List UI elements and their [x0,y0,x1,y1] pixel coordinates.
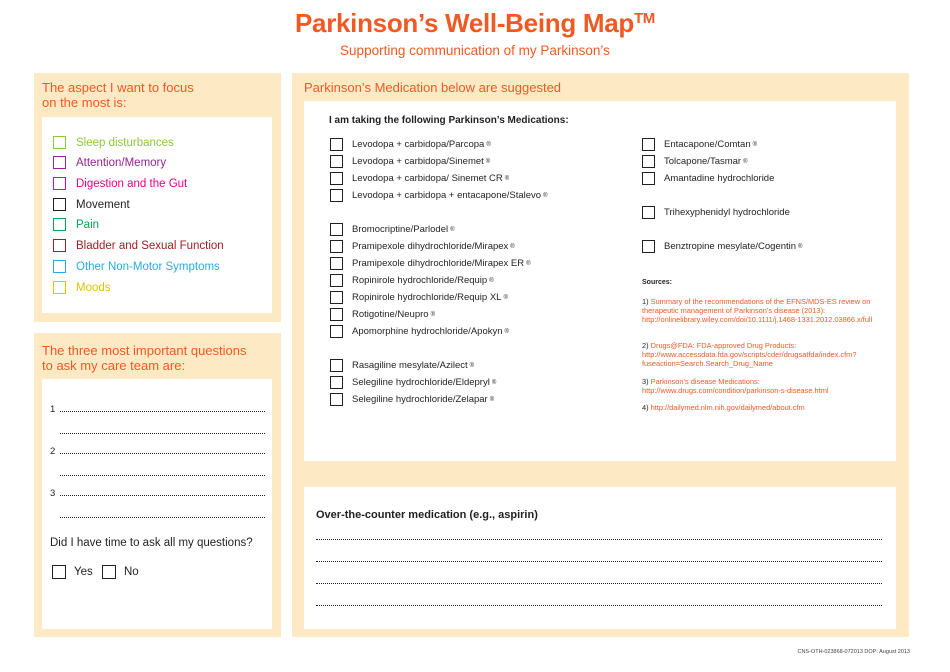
focus-option[interactable] [53,156,166,169]
question-number-2: 2 [50,446,56,457]
question-number-1: 1 [50,404,56,415]
focus-option[interactable] [53,239,224,252]
registered-mark: ® [485,158,491,165]
focus-checkbox[interactable] [53,239,66,252]
medication-label: Entacapone/Comtan [664,139,751,150]
medication-checkbox[interactable] [330,393,343,406]
medication-option[interactable] [330,376,496,389]
medication-checkbox[interactable] [642,138,655,151]
registered-mark: ® [504,328,509,335]
no-checkbox[interactable] [102,565,116,579]
source-2-number: 2) [642,341,649,350]
focus-option-label: Attention/Memory [76,156,167,169]
medication-label: Ropinirole hydrochloride/Requip [352,275,488,286]
medication-option[interactable] [330,223,455,236]
medication-checkbox[interactable] [330,138,343,151]
medications-panel [292,73,909,637]
registered-mark: ® [489,277,494,284]
yes-option[interactable] [52,565,93,579]
medication-checkbox[interactable] [330,155,343,168]
registered-mark: ® [798,243,803,250]
page-subtitle: Supporting communication of my Parkinson’s [340,43,610,58]
focus-option-label: Bladder and Sexual Function [76,239,224,252]
medication-option[interactable] [330,359,474,372]
medication-option[interactable] [330,172,509,185]
focus-heading-line2: on the most is: [42,95,127,110]
medication-checkbox[interactable] [330,308,343,321]
registered-mark: ® [510,243,515,250]
medications-card [304,101,896,461]
medications-panel-heading: Parkinson’s Medication below are suggested [304,80,562,95]
medication-option[interactable] [330,393,494,406]
yes-label: Yes [74,566,93,578]
focus-option[interactable] [53,218,99,231]
yes-checkbox[interactable] [52,565,66,579]
question-3-line-a[interactable] [60,495,265,496]
focus-heading [42,80,194,110]
medication-option[interactable] [642,240,802,253]
focus-checkbox[interactable] [53,198,66,211]
source-3 [642,377,882,395]
focus-heading-line1: The aspect I want to focus [42,80,194,95]
source-4-number: 4) [642,403,649,412]
focus-option[interactable] [53,281,111,294]
medication-checkbox[interactable] [642,155,655,168]
medication-label: Ropinirole hydrochloride/Requip XL [352,292,502,303]
source-4 [642,403,882,412]
medication-label: Benztropine mesylate/Cogentin [664,241,797,252]
otc-line-1[interactable] [316,539,882,540]
otc-line-2[interactable] [316,561,882,562]
time-to-ask-question: Did I have time to ask all my questions? [50,537,253,549]
registered-mark: ® [503,294,508,301]
medication-option[interactable] [330,325,509,338]
medication-checkbox[interactable] [330,257,343,270]
page-title [0,8,950,39]
focus-checkbox[interactable] [53,136,66,149]
source-2 [642,341,882,369]
question-1-line-a[interactable] [60,411,265,412]
medication-option[interactable] [642,206,790,219]
medication-option[interactable] [330,257,531,270]
focus-option-label: Sleep disturbances [76,136,174,149]
focus-option-label: Movement [76,198,130,211]
medication-checkbox[interactable] [642,240,655,253]
questions-card [42,379,272,629]
focus-checkbox[interactable] [53,218,66,231]
medication-checkbox[interactable] [330,189,343,202]
medication-option[interactable] [330,138,491,151]
focus-option[interactable] [53,260,220,273]
medication-option[interactable] [330,155,490,168]
registered-mark: ® [526,260,531,267]
medication-option[interactable] [642,155,748,168]
source-1-link[interactable]: Summary of the recommendations of the EFNS/MDS-ES review on therapeutic management of Parkinson’s disease (2013): http://onlinelibrary.wiley.com/doi/10.1111/j.1468-1331.2012.03866.x/full [642,297,873,325]
medication-checkbox[interactable] [330,240,343,253]
medication-label: Bromocriptine/Parlodel [352,224,449,235]
medication-checkbox[interactable] [330,274,343,287]
trademark-mark: TM [633,10,655,27]
no-label: No [124,566,139,578]
otc-line-4[interactable] [316,605,882,606]
medication-label: Amantadine hydrochloride [664,173,775,184]
medication-label: Rotigotine/Neupro [352,309,429,320]
registered-mark: ® [469,362,475,369]
medication-label: Levodopa + carbidopa + entacapone/Stalevo [352,190,542,201]
questions-heading [42,343,247,373]
medication-checkbox[interactable] [330,223,343,236]
medication-option[interactable] [330,308,435,321]
medication-label: Pramipexole dihydrochloride/Mirapex ER [352,258,525,269]
focus-option-label: Moods [76,281,111,294]
medication-label: Apomorphine hydrochloride/Apokyn [352,326,503,337]
focus-checkbox[interactable] [53,156,66,169]
no-option[interactable] [102,565,139,579]
registered-mark: ® [743,158,748,165]
medication-checkbox[interactable] [330,359,343,372]
question-3-line-b[interactable] [60,517,265,518]
medication-label: Rasagiline mesylate/Azilect [352,360,468,371]
medication-label: Levodopa + carbidopa/Parcopa [352,139,485,150]
focus-options-card [42,117,272,313]
questions-heading-line1: The three most important questions [42,343,247,358]
medication-option[interactable] [642,172,774,185]
registered-mark: ® [486,141,491,148]
medication-label: Levodopa + carbidopa/ Sinemet CR [352,173,503,184]
focus-option[interactable] [53,136,174,149]
medications-list-heading: I am taking the following Parkinson’s Medications: [329,115,569,126]
source-3-number: 3) [642,377,649,386]
medication-option[interactable] [330,291,508,304]
medication-option[interactable] [330,189,548,202]
registered-mark: ® [489,396,495,403]
medication-label: Trihexyphenidyl hydrochloride [664,207,790,218]
medication-checkbox[interactable] [642,172,655,185]
medication-checkbox[interactable] [330,172,343,185]
questions-panel [34,333,281,637]
source-1 [642,297,882,325]
question-2-line-a[interactable] [60,453,265,454]
medication-option[interactable] [330,274,494,287]
otc-card [304,487,896,629]
registered-mark: ® [543,192,548,199]
focus-checkbox[interactable] [53,177,66,190]
medication-label: Selegiline hydrochloride/Zelapar [352,394,488,405]
focus-checkbox[interactable] [53,260,66,273]
otc-title: Over-the-counter medication (e.g., aspirin) [316,509,538,521]
focus-option[interactable] [53,177,187,190]
focus-option-label: Digestion and the Gut [76,177,188,190]
question-number-3: 3 [50,488,56,499]
source-3-link[interactable]: Parkinson’s disease Medications: http://www.drugs.com/condition/parkinson-s-disease.html [642,377,829,396]
medication-checkbox[interactable] [330,376,343,389]
medication-checkbox[interactable] [330,325,343,338]
focus-option-label: Other Non-Motor Symptoms [76,260,220,273]
medication-label: Pramipexole dihydrochloride/Mirapex [352,241,509,252]
medication-label: Selegiline hydrochloride/Eldepryl [352,377,490,388]
source-4-link[interactable]: http://dailymed.nlm.nih.gov/dailymed/about.cfm [650,403,805,412]
focus-panel [34,73,281,322]
question-2-line-b[interactable] [60,475,265,476]
registered-mark: ® [430,311,435,318]
document-code: CNS-OTH-023868-072013 DOP: August 2013 [797,649,910,655]
otc-line-3[interactable] [316,583,882,584]
registered-mark: ® [752,141,758,148]
questions-heading-line2: to ask my care team are: [42,358,186,373]
focus-option-label: Pain [76,218,100,231]
medication-checkbox[interactable] [642,206,655,219]
source-2-link[interactable]: Drugs@FDA: FDA-approved Drug Products: http://www.accessdata.fda.gov/scripts/cder/drugsatfda/index.cfm?fuseaction=Search.Search_Drug_Name [642,341,857,369]
medication-checkbox[interactable] [330,291,343,304]
medication-label: Levodopa + carbidopa/Sinemet [352,156,484,167]
medication-label: Tolcapone/Tasmar [664,156,742,167]
page-title-text: Parkinson’s Well-Being Map [295,8,634,38]
registered-mark: ® [504,175,510,182]
registered-mark: ® [450,226,455,233]
sources-title: Sources: [642,279,672,286]
medication-option[interactable] [330,240,515,253]
question-1-line-b[interactable] [60,433,265,434]
focus-checkbox[interactable] [53,281,66,294]
registered-mark: ® [491,379,497,386]
medication-option[interactable] [642,138,757,151]
focus-option[interactable] [53,198,130,211]
source-1-number: 1) [642,297,649,306]
